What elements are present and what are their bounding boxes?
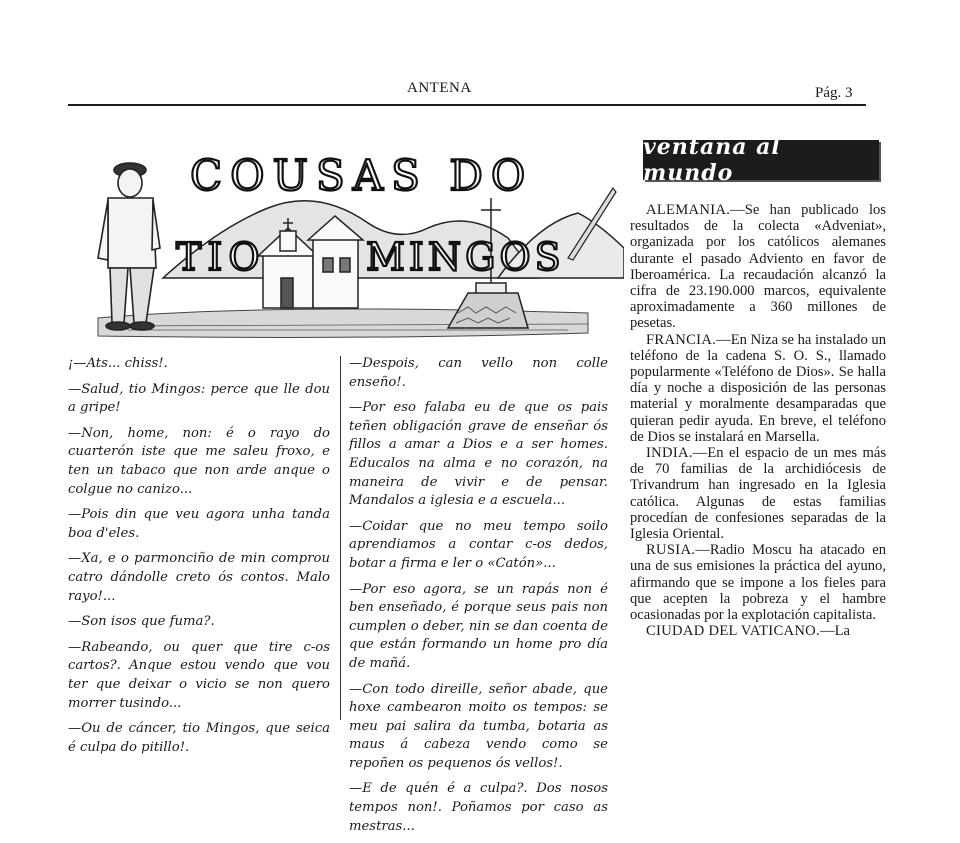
- banner-title-right: MINGOS: [366, 235, 565, 279]
- dialogue-paragraph: —Pois din que veu agora unha tanda boa d'eles.: [68, 507, 330, 541]
- dialogue-column-1: [68, 355, 330, 764]
- header-rule: [68, 104, 866, 106]
- news-item: [630, 332, 886, 445]
- news-text: —La: [819, 623, 850, 640]
- peasant-figure: [98, 163, 160, 330]
- ventana-al-mundo-heading: ventana al mundo: [643, 140, 879, 180]
- news-item: [630, 623, 886, 639]
- dialogue-paragraph: ¡—Ats... chiss!.: [68, 356, 168, 371]
- news-item: [630, 202, 886, 332]
- dialogue-paragraph: —Coidar que no meu tempo soilo aprendiamos a contar c-os dedos, botar a firma e ler o «Catón»...: [349, 518, 608, 571]
- news-column: [630, 202, 886, 639]
- dialogue-paragraph: —Despois, can vello non colle enseño!.: [349, 356, 608, 390]
- dialogue-paragraph: —E de quén é a culpa?. Dos nosos tempos non!. Poñamos por caso as mestras...: [349, 781, 608, 834]
- banner-title-left: TIO: [176, 235, 266, 279]
- dialogue-paragraph: —Ou de cáncer, tio Mingos, que seica é culpa do pitillo!.: [68, 721, 330, 755]
- news-text: —Radio Moscu ha atacado en una de sus emisiones la práctica del ayuno, afirmando que se impone a los fieles para que acepten la pobreza y el hambre ocasionadas por la explotación capitalista.: [630, 542, 886, 624]
- dialogue-paragraph: —Son isos que fuma?.: [68, 614, 215, 630]
- dialogue-column-2: [349, 355, 608, 843]
- dialogue-paragraph: —Con todo direille, señor abade, que hoxe cambearon moito os tempos: se meu pai salira da tumba, botaria as maus á cabeza vendo como se repoñen os pequenos ós vellos!.: [349, 681, 608, 771]
- news-item: [630, 445, 886, 542]
- dialogue-paragraph: —Xa, e o parmonciño de min comprou catro dándolle creto ós contos. Malo rayo!...: [68, 551, 330, 604]
- dialogue-paragraph: —Salud, tio Mingos: perce que lle dou a gripe!: [68, 381, 330, 416]
- banner-title-top: COUSAS DO: [190, 151, 534, 200]
- dialogue-paragraph: —Por eso falaba eu de que os pais teñen obligación grave de enseñar ós fillos a amar a Dios e a ser homes. Educalos na alma e no corazón, na maneira de vivir e de pensar. Mandalos a iglesia e a escuela...: [349, 400, 608, 509]
- news-text: —Se han publicado los resultados de la colecta «Adveniat», organizada por los católicos alemanes durante el pasado Adviento en favor de Iberoamérica. La recaudación alcanzó la cifra de 23.190.000 marcos, equivalente aproximadamente a 360 millones de pesetas.: [630, 202, 886, 332]
- news-country: RUSIA.: [646, 542, 696, 559]
- news-text: —En el espacio de un mes más de 70 familias de la archidiócesis de Trivandrum han ingresado en la Iglesia católica. Algunas de estas familias procedían de confesiones separadas de la Iglesia Oriental.: [630, 445, 886, 543]
- dialogue-paragraph: —Rabeando, ou quer que tire c-os cartos?. Anque estou vendo que vou ter que deixar o vicio se non quero morrer tusindo...: [68, 639, 330, 711]
- news-country: ALEMANIA.: [646, 202, 731, 218]
- banner-illustration: [68, 128, 624, 343]
- column-divider: [340, 356, 341, 720]
- dialogue-paragraph: —Por eso agora, se un rapás non é ben enseñado, é porque seus pais non cumplen o deber, nin se dan coenta de que están formando un home pro día de mañá.: [349, 581, 608, 671]
- dialogue-paragraph: —Non, home, non: é o rayo do cuarterón iste que me saleu froxo, e ten un tabaco que non arde anque o colgue no canizo...: [68, 425, 330, 497]
- news-item: [630, 542, 886, 623]
- page-number: Pág. 3: [815, 85, 853, 101]
- news-text: —En Niza se ha instalado un teléfono de la cadena S. O. S., llamado popularmente «Teléfono de Dios». Se halla día y noche a disposición de las personas material y moralmente desamparadas que quieran pedir ayuda. En breve, el teléfono de Dios se instalará en Marsella.: [630, 331, 886, 445]
- news-country: FRANCIA.: [646, 331, 717, 348]
- news-country: INDIA.: [646, 445, 693, 462]
- page-header-title: ANTENA: [407, 80, 472, 96]
- news-country: CIUDAD DEL VATICANO.: [646, 623, 820, 640]
